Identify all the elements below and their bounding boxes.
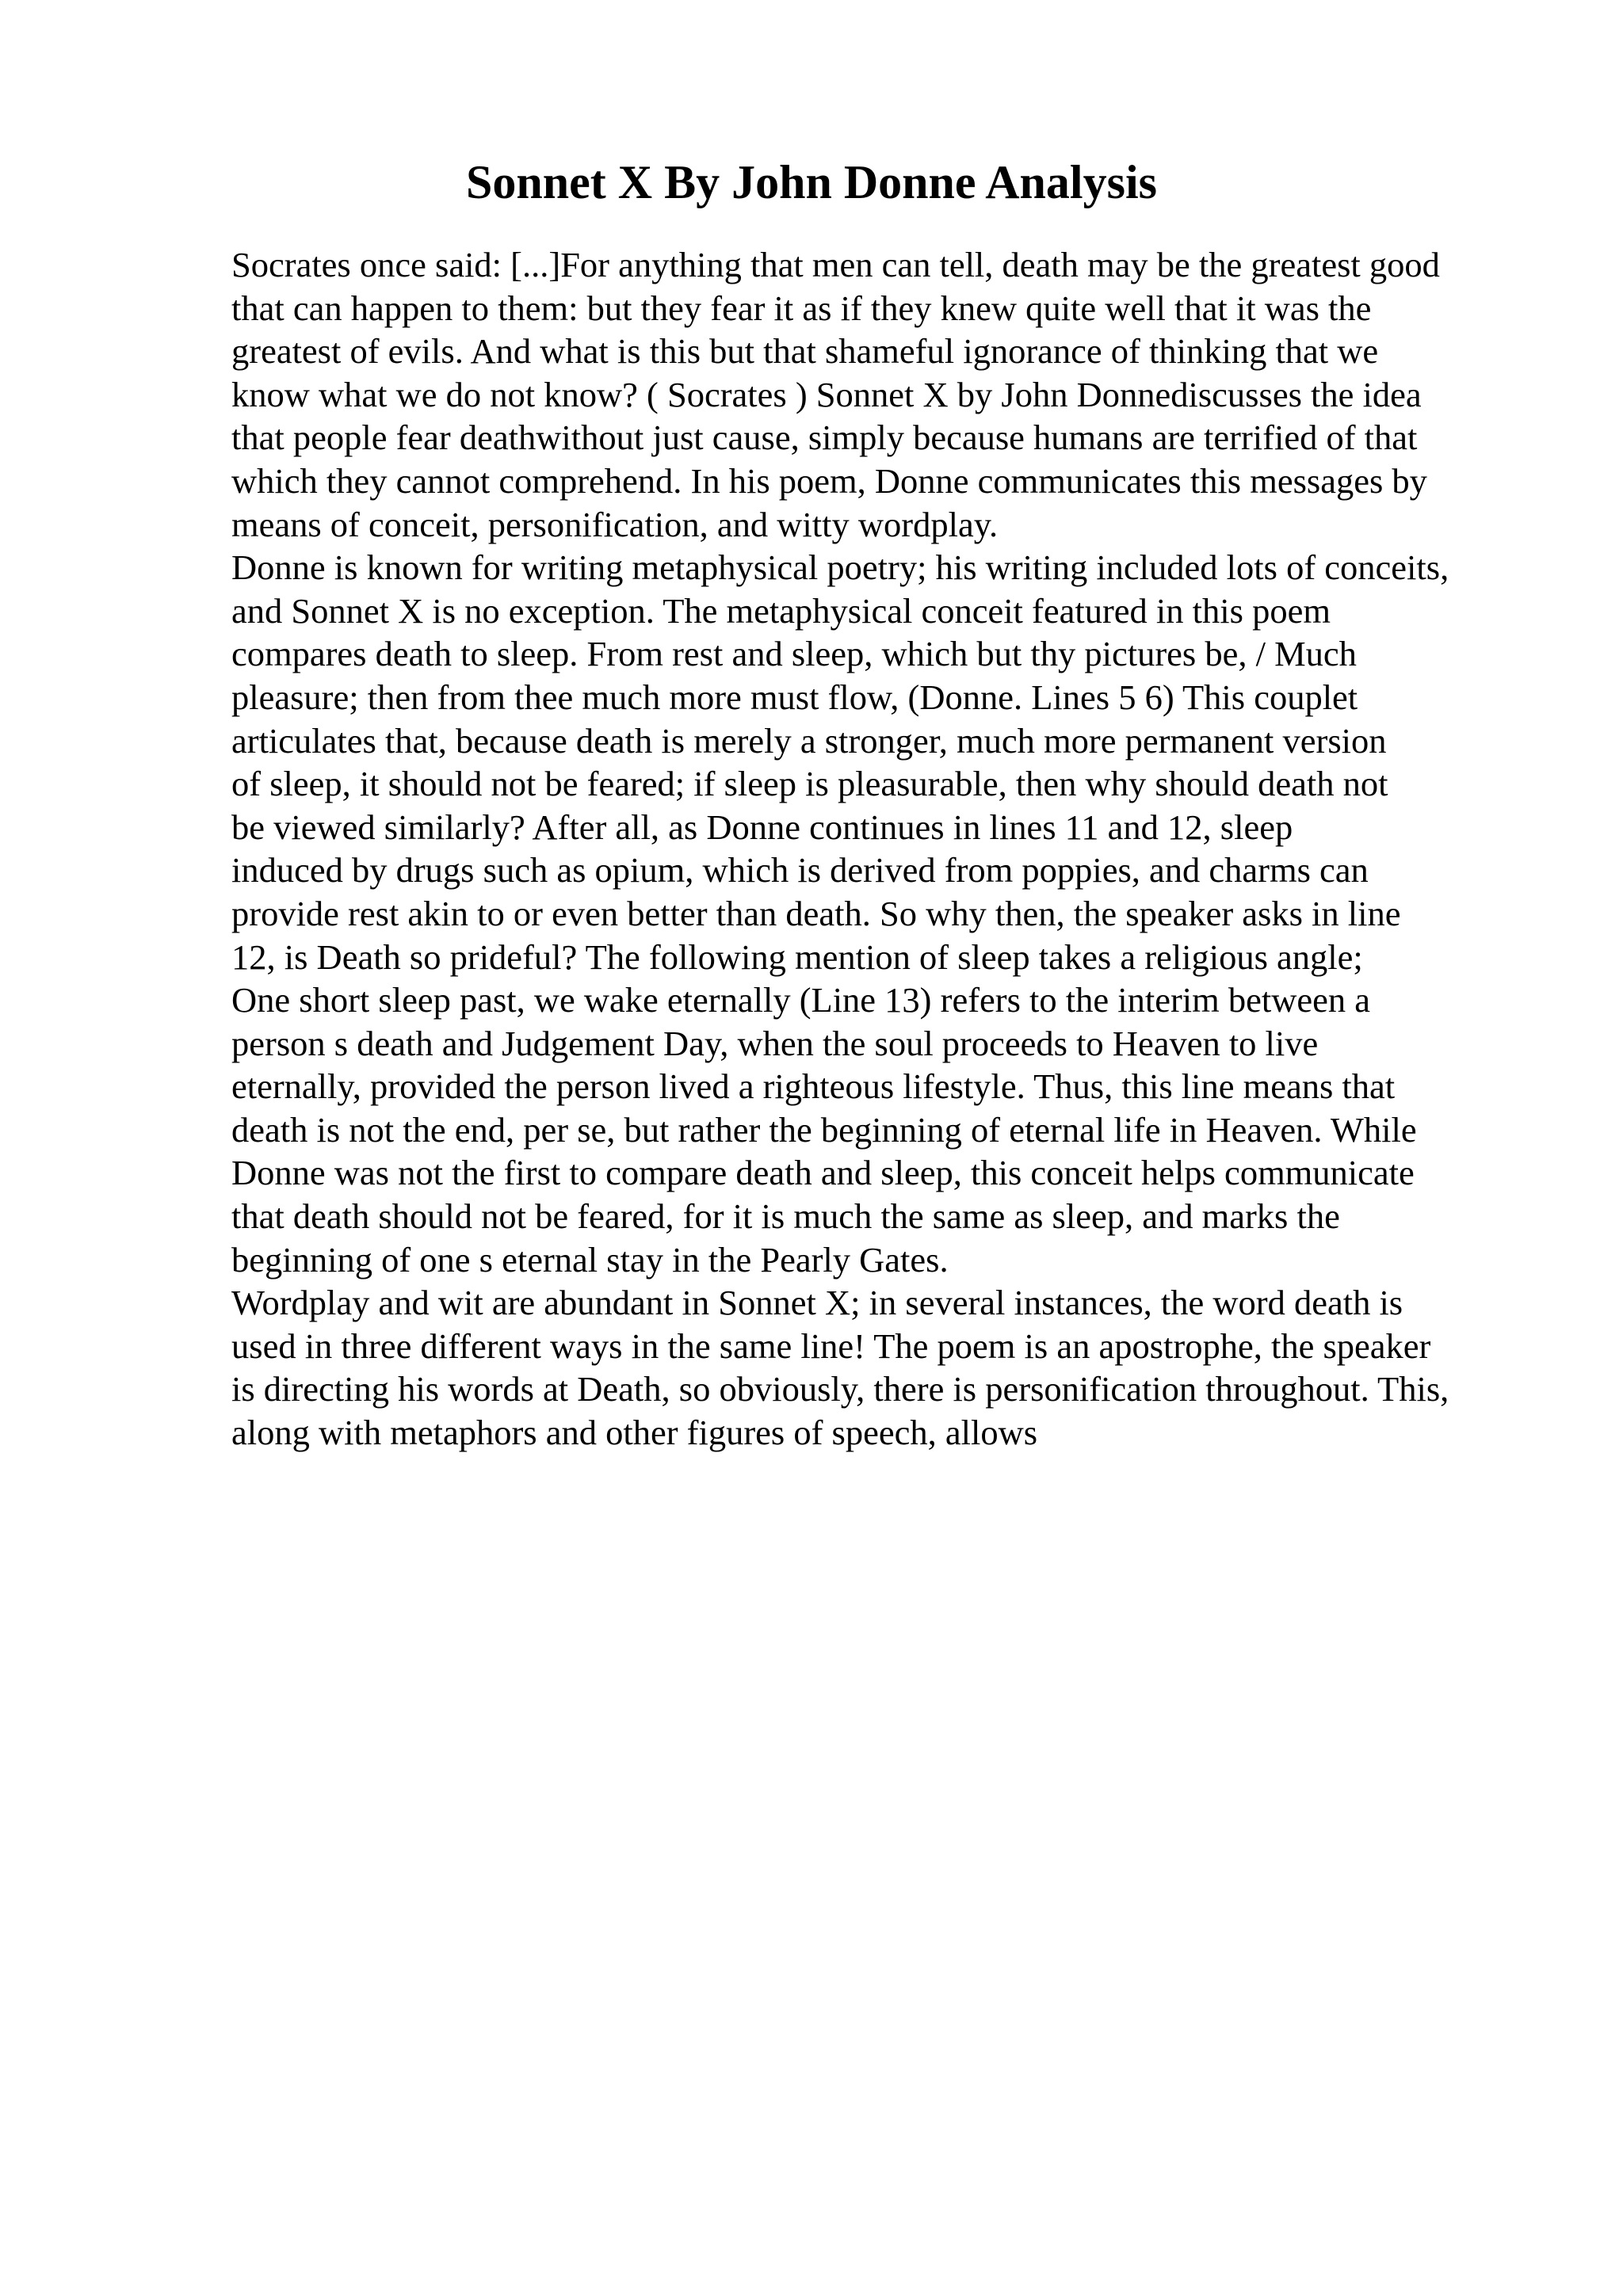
text-line: which they cannot comprehend. In his poem, Donne communicates this messages by	[231, 460, 1427, 501]
text-line: One short sleep past, we wake eternally (Line 13) refers to the interim between a	[231, 980, 1371, 1020]
text-line: Wordplay and wit are abundant in Sonnet X; in several instances, the word death is	[231, 1283, 1403, 1323]
document-body	[231, 243, 1594, 1455]
text-line: pleasure; then from thee much more must flow, (Donne. Lines 5 6) This couplet	[231, 677, 1358, 717]
text-line: beginning of one s eternal stay in the Pearly Gates.	[231, 1239, 949, 1280]
text-line: that can happen to them: but they fear it as if they knew quite well that it was the	[231, 288, 1372, 328]
text-line: Donne is known for writing metaphysical poetry; his writing included lots of conceits,	[231, 547, 1449, 588]
text-line: know what we do not know? ( Socrates ) Sonnet X by John Donnediscusses the idea	[231, 374, 1422, 414]
text-line: that death should not be feared, for it is much the same as sleep, and marks the	[231, 1196, 1340, 1237]
text-line: person s death and Judgement Day, when the soul proceeds to Heaven to live	[231, 1023, 1319, 1063]
document-title: Sonnet X By John Donne Analysis	[466, 156, 1157, 208]
text-line: 12, is Death so prideful? The following mention of sleep takes a religious angle;	[231, 936, 1363, 977]
text-line: along with metaphors and other figures of speech, allows	[231, 1413, 1038, 1453]
text-line: Donne was not the first to compare death and sleep, this conceit helps communicate	[231, 1153, 1415, 1193]
text-line: articulates that, because death is merely a stronger, much more permanent version	[231, 720, 1387, 761]
text-line: that people fear deathwithout just cause, simply because humans are terrified of that	[231, 418, 1418, 458]
text-line: used in three different ways in the same line! The poem is an apostrophe, the speaker	[231, 1325, 1431, 1366]
text-line: of sleep, it should not be feared; if sleep is pleasurable, then why should death not	[231, 764, 1388, 804]
text-line: death is not the end, per se, but rather the beginning of eternal life in Heaven. While	[231, 1109, 1417, 1150]
text-line: be viewed similarly? After all, as Donne continues in lines 11 and 12, sleep	[231, 807, 1293, 847]
text-line: Socrates once said: [...]For anything that men can tell, death may be the greatest good	[231, 245, 1440, 284]
text-line: eternally, provided the person lived a righteous lifestyle. Thus, this line means that	[231, 1066, 1396, 1107]
text-line: induced by drugs such as opium, which is derived from poppies, and charms can	[231, 850, 1369, 891]
text-line: greatest of evils. And what is this but that shameful ignorance of thinking that we	[231, 331, 1379, 372]
text-line: and Sonnet X is no exception. The metaphysical conceit featured in this poem	[231, 590, 1331, 631]
text-line: is directing his words at Death, so obviously, there is personification throughout. This,	[231, 1369, 1449, 1409]
text-line: means of conceit, personification, and witty wordplay.	[231, 504, 999, 544]
text-line: provide rest akin to or even better than death. So why then, the speaker asks in line	[231, 893, 1401, 933]
text-line: compares death to sleep. From rest and sleep, which but thy pictures be, / Much	[231, 634, 1357, 674]
